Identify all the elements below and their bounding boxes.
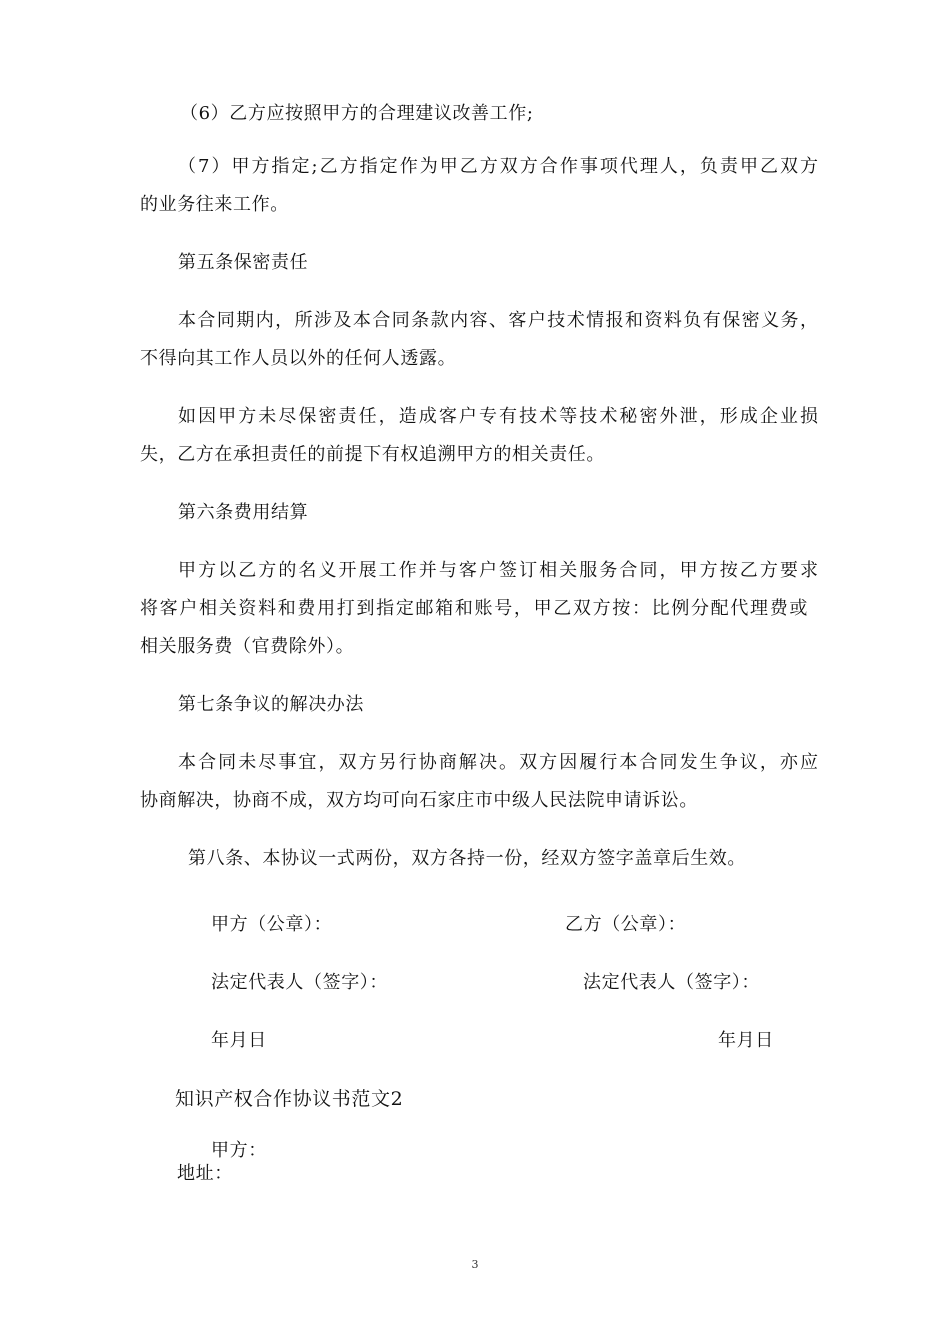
article-5-paragraph-2-line-1: 如因甲方未尽保密责任，造成客户专有技术等技术秘密外泄，形成企业损 bbox=[178, 406, 818, 427]
article-6-paragraph-line-1: 甲方以乙方的名义开展工作并与客户签订相关服务合同，甲方按乙方要求 bbox=[178, 560, 818, 581]
article-5-paragraph-2-line-2: 失，乙方在承担责任的前提下有权追溯甲方的相关责任。 bbox=[140, 444, 605, 465]
clause-item-6: （6）乙方应按照甲方的合理建议改善工作; bbox=[180, 103, 534, 124]
second-template-party-a-label: 甲方： bbox=[211, 1140, 267, 1161]
second-template-title: 知识产权合作协议书范文2 bbox=[175, 1088, 404, 1110]
article-7-paragraph-line-1: 本合同未尽事宜，双方另行协商解决。双方因履行本合同发生争议，亦应 bbox=[178, 752, 818, 773]
party-a-date-label: 年月日 bbox=[211, 1030, 267, 1051]
article-5-paragraph-1-line-2: 不得向其工作人员以外的任何人透露。 bbox=[140, 348, 457, 369]
article-6-paragraph-line-3: 相关服务费（官费除外）。 bbox=[140, 636, 355, 657]
article-7-paragraph-line-2: 协商解决，协商不成，双方均可向石家庄市中级人民法院申请诉讼。 bbox=[140, 790, 698, 811]
article-5-heading: 第五条保密责任 bbox=[178, 252, 309, 273]
party-a-seal-label: 甲方（公章）： bbox=[211, 914, 333, 935]
party-b-date-label: 年月日 bbox=[718, 1030, 774, 1051]
clause-item-7-line-2: 的业务往来工作。 bbox=[140, 194, 289, 215]
second-template-address-label: 地址： bbox=[177, 1163, 233, 1184]
clause-item-7-line-1: （7）甲方指定;乙方指定作为甲乙方双方合作事项代理人，负责甲乙双方 bbox=[178, 156, 818, 177]
page-number: 3 bbox=[471, 1258, 479, 1271]
party-b-representative-label: 法定代表人（签字）： bbox=[583, 972, 760, 993]
party-a-representative-label: 法定代表人（签字）： bbox=[211, 972, 388, 993]
article-6-paragraph-line-2: 将客户相关资料和费用打到指定邮箱和账号，甲乙双方按：比例分配代理费或 bbox=[140, 598, 808, 619]
article-8-text: 第八条、本协议一式两份，双方各持一份，经双方签字盖章后生效。 bbox=[188, 848, 746, 869]
article-6-heading: 第六条费用结算 bbox=[178, 502, 309, 523]
article-7-heading: 第七条争议的解决办法 bbox=[178, 694, 364, 715]
party-b-seal-label: 乙方（公章）： bbox=[565, 914, 687, 935]
article-5-paragraph-1-line-1: 本合同期内，所涉及本合同条款内容、客户技术情报和资料负有保密义务， bbox=[178, 310, 818, 331]
